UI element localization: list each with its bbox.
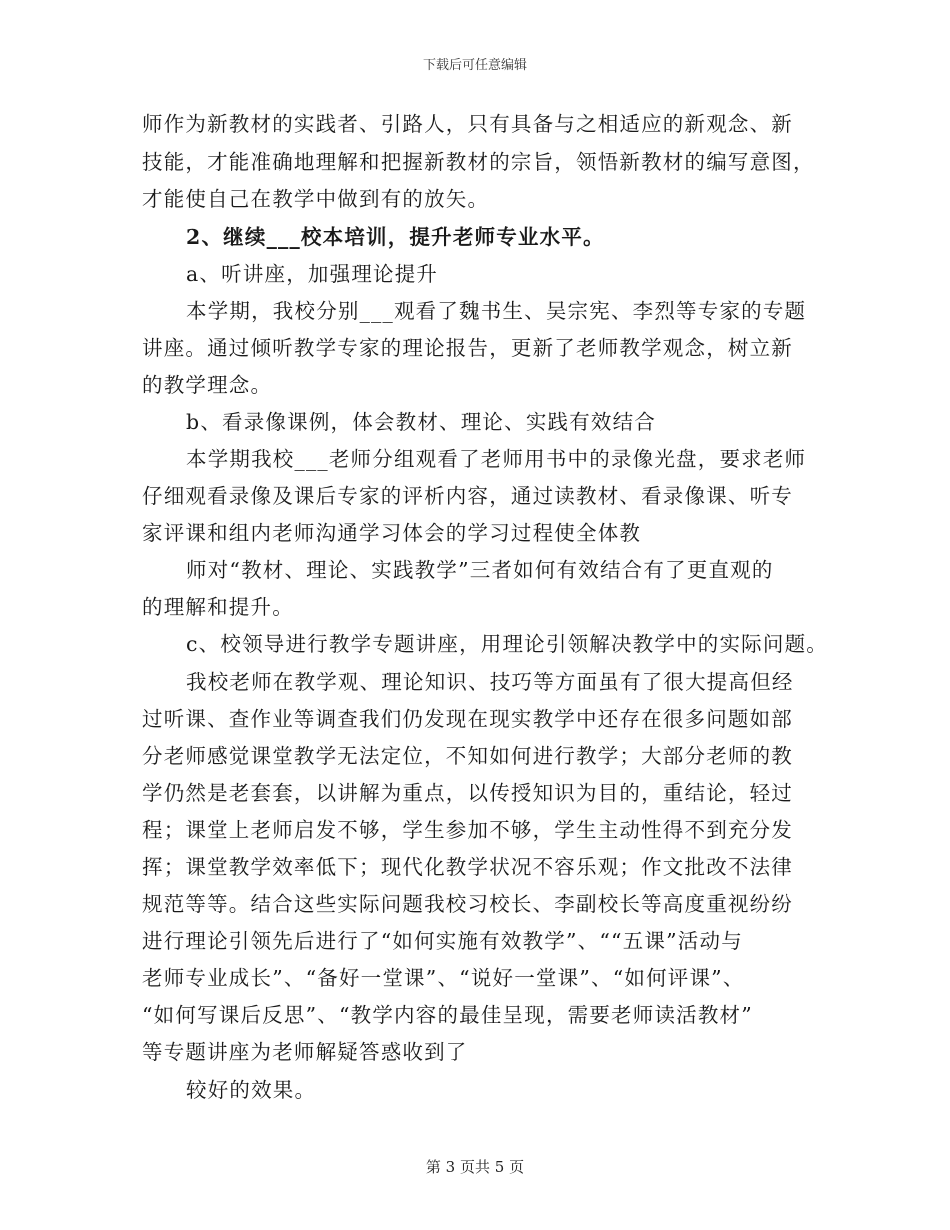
subheading-c: c、校领导进行教学专题讲座，用理论引领解决教学中的实际问题。 (186, 632, 828, 656)
subheading-a: a、听讲座，加强理论提升 (186, 262, 439, 286)
body-text-line: 学仍然是老套套，以讲解为重点，以传授知识为目的，重结论，轻过 (142, 781, 793, 805)
body-text-line: 讲座。通过倾听教学专家的理论报告，更新了老师教学观念，树立新 (142, 336, 793, 360)
body-text-line: 本学期，我校分别___观看了魏书生、吴宗宪、李烈等专家的专题 (186, 299, 807, 323)
page-header: 下载后可任意编辑 (422, 58, 527, 73)
body-text-line: 等专题讲座为老师解疑答惑收到了 (142, 1040, 468, 1064)
body-text-line: 师对“教材、理论、实践教学”三者如何有效结合有了更直观的 (186, 558, 774, 582)
body-text-line: 我校老师在教学观、理论知识、技巧等方面虽有了很大提高但经 (186, 670, 794, 694)
body-text-line: 家评课和组内老师沟通学习体会的学习过程使全体教 (142, 521, 642, 545)
body-text-line: 进行理论引领先后进行了“如何实施有效教学”、““五课”活动与 (142, 929, 743, 953)
subheading-b: b、看录像课例，体会教材、理论、实践有效结合 (186, 410, 657, 434)
body-text-line: 较好的效果。 (186, 1078, 317, 1102)
section-heading: 2、继续___校本培训，提升老师专业水平。 (186, 225, 605, 249)
body-text-line: 规范等等。结合这些实际问题我校习校长、李副校长等高度重视纷纷 (142, 892, 793, 916)
body-text-line: 技能，才能准确地理解和把握新教材的宗旨，领悟新教材的编写意图， (142, 150, 815, 174)
body-text-line: 程；课堂上老师启发不够，学生参加不够，学生主动性得不到充分发 (142, 818, 793, 842)
body-text-line: “如何写课后反思”、“教学内容的最佳呈现，需要老师读活教材” (142, 1003, 753, 1027)
page-footer: 第 3 页共 5 页 (425, 1158, 525, 1176)
body-text-line: 老师专业成长”、“备好一堂课”、“说好一堂课”、“如何评课”、 (142, 966, 745, 990)
body-text-line: 本学期我校___老师分组观看了老师用书中的录像光盘，要求老师 (186, 447, 807, 471)
body-text-line: 的理解和提升。 (142, 595, 294, 619)
body-text-line: 分老师感觉课堂教学无法定位，不知如何进行教学；大部分老师的教 (142, 744, 793, 768)
body-text-line: 师作为新教材的实践者、引路人，只有具备与之相适应的新观念、新 (142, 112, 793, 136)
body-text-line: 仔细观看录像及课后专家的评析内容，通过读教材、看录像课、听专 (142, 484, 793, 508)
body-text-line: 的教学理念。 (142, 373, 273, 397)
body-text-line: 挥；课堂教学效率低下；现代化教学状况不容乐观；作文批改不法律 (142, 855, 793, 879)
body-text-line: 过听课、查作业等调查我们仍发现在现实教学中还存在很多问题如部 (142, 707, 793, 731)
body-text-line: 才能使自己在教学中做到有的放矢。 (142, 187, 490, 211)
